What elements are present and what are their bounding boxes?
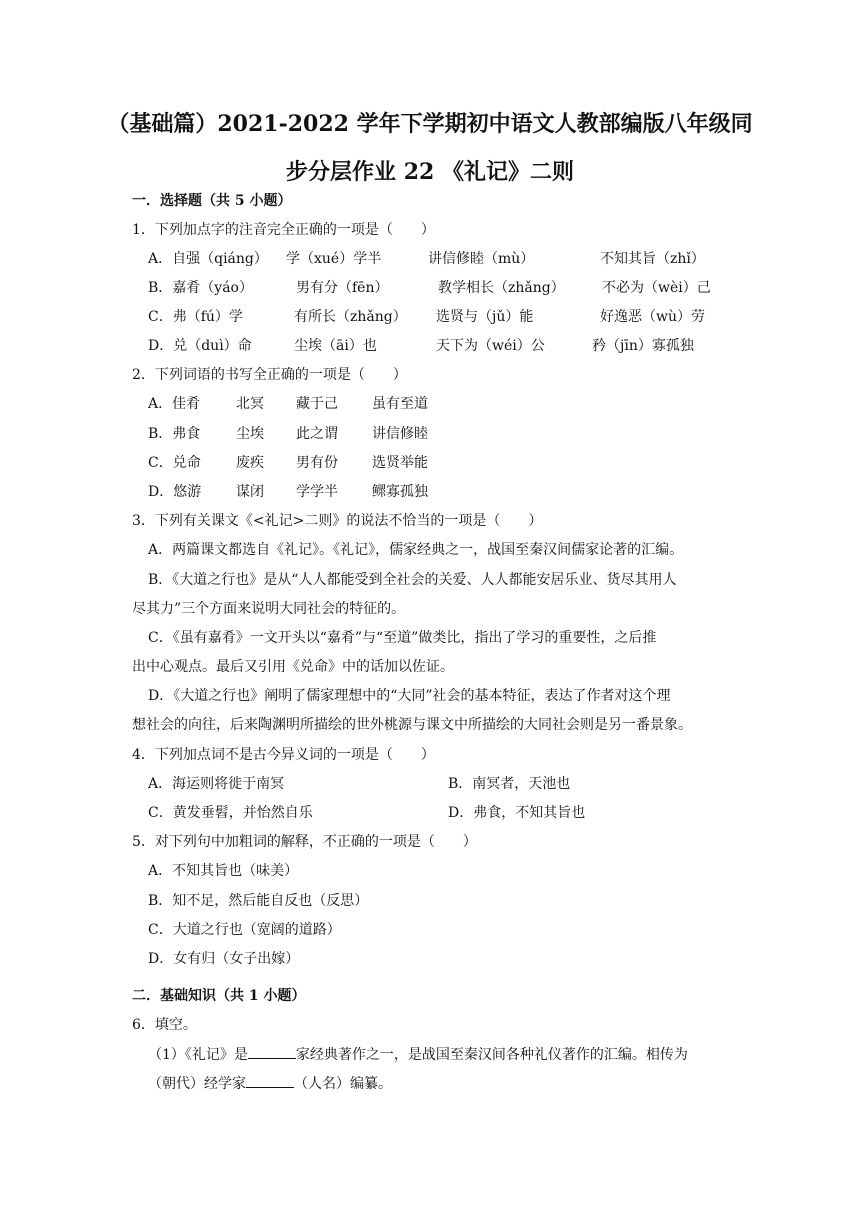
question-4-option-c: C．黄发垂髫，并怡然自乐 (148, 805, 313, 821)
question-1-stem: 1．下列加点字的注音完全正确的一项是（ ） (132, 222, 435, 238)
question-1-option-a: A．自强（qiáng） 学（xué）学半 讲信修睦（mù） 不知其旨（zhǐ） (148, 251, 705, 267)
question-3-stem: 3．下列有关课文《<礼记>二则》的说法不恰当的一项是（ ） (132, 513, 543, 529)
question-1-option-d: D．兑（duì）命 尘埃（āi）也 天下为（wéi）公 矜（jīn）寡孤独 (148, 338, 694, 354)
question-3-option-c-line2: 出中心观点。最后又引用《兑命》中的话加以佐证。 (132, 659, 454, 675)
question-6-line-2: （朝代）经学家 （人名）编纂。 (148, 1073, 392, 1094)
question-5-option-c: C．大道之行也（宽阔的道路） (148, 922, 341, 938)
fill-blank-2[interactable] (246, 1073, 294, 1088)
fill-blank-1[interactable] (248, 1044, 296, 1059)
question-1-option-c: C．弗（fú）学 有所长（zhǎng） 选贤与（jǔ）能 好逸恶（wù）劳 (148, 309, 705, 325)
question-2-option-d: D．悠游 谋闭 学学半 鳏寡孤独 (148, 484, 428, 500)
section-heading-choice: 一．选择题（共 5 小题） (132, 193, 292, 209)
question-3-option-c-line1: C．《虽有嘉肴》一文开头以“嘉肴”与“至道”做类比，指出了学习的重要性，之后推 (148, 630, 657, 646)
question-3-option-b-line2: 尽其力”三个方面来说明大同社会的特征的。 (132, 601, 406, 617)
question-4-option-a: A．海运则将徙于南冥 (148, 776, 285, 792)
question-3-option-a: A．两篇课文都选自《礼记》。《礼记》，儒家经典之一，战国至秦汉间儒家论著的汇编。 (148, 542, 684, 558)
title-line-2: 步分层作业 22 《礼记》二则 (286, 159, 574, 185)
question-4-option-b: B．南冥者，天池也 (448, 776, 571, 792)
question-5-stem: 5．对下列句中加粗词的解释，不正确的一项是（ ） (132, 834, 477, 850)
question-5-option-d: D．女有归（女子出嫁） (148, 951, 300, 967)
question-1-option-b: B．嘉肴（yáo） 男有分（fēn） 教学相长（zhǎng） 不必为（wèi）己 (148, 280, 711, 296)
section-heading-basic: 二．基础知识（共 1 小题） (132, 988, 306, 1004)
question-4-option-d: D．弗食，不知其旨也 (448, 805, 586, 821)
question-2-stem: 2．下列词语的书写全正确的一项是（ ） (132, 367, 407, 383)
question-2-option-a: A．佳肴 北冥 藏于己 虽有至道 (148, 396, 428, 412)
question-3-option-d-line2: 想社会的向往，后来陶渊明所描绘的世外桃源与课文中所描绘的大同社会则是另一番景象。 (132, 717, 692, 733)
question-5-option-b: B．知不足，然后能自反也（反思） (148, 893, 369, 909)
question-6-stem: 6．填空。 (132, 1017, 197, 1033)
question-4-stem: 4．下列加点词不是古今异义词的一项是（ ） (132, 747, 435, 763)
question-2-option-c: C．兑命 废疾 男有份 选贤举能 (148, 455, 428, 471)
document-title (100, 100, 760, 196)
question-5-option-a: A．不知其旨也（味美） (148, 863, 299, 879)
title-line-1: （基础篇）2021-2022 学年下学期初中语文人教部编版八年级同 (107, 111, 753, 137)
question-3-option-d-line1: D．《大道之行也》阐明了儒家理想中的“大同”社会的基本特征，表达了作者对这个理 (148, 688, 671, 704)
question-2-option-b: B．弗食 尘埃 此之谓 讲信修睦 (148, 426, 428, 442)
question-3-option-b-line1: B．《大道之行也》是从“人人都能受到全社会的关爱、人人都能安居乐业、货尽其用人 (148, 572, 677, 588)
question-6-line-1: （1）《礼记》是 家经典著作之一，是战国至秦汉间各种礼仪著作的汇编。相传为 (148, 1044, 688, 1065)
